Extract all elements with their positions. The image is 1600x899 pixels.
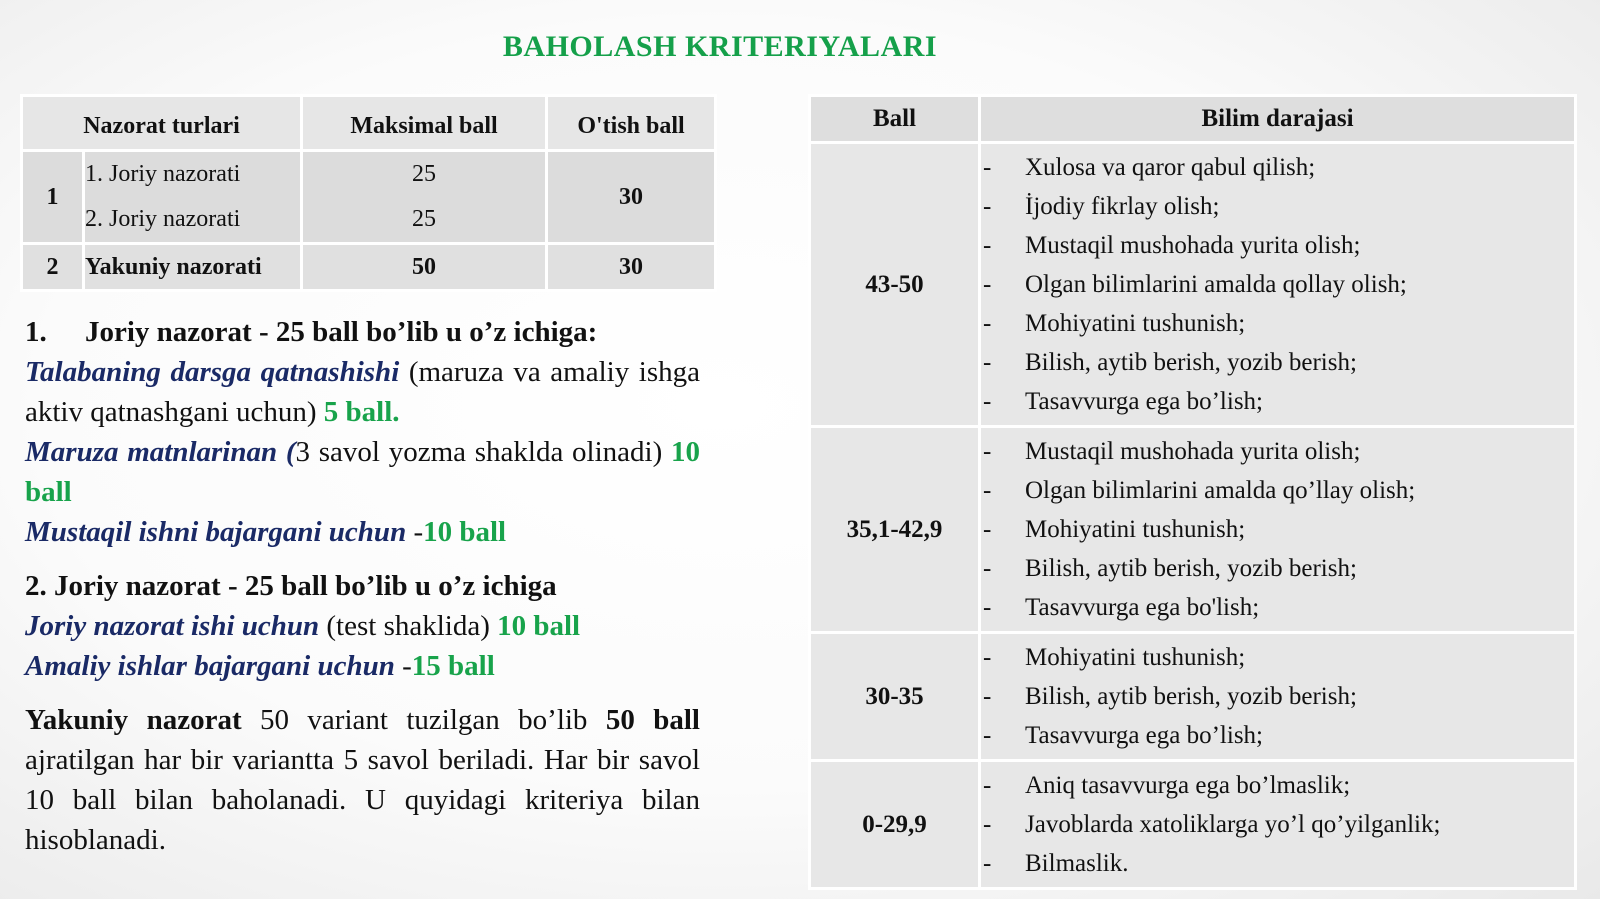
list-item [981, 766, 1574, 805]
ball-range: 35,1-42,9 [810, 427, 980, 633]
criteria-description [25, 312, 700, 860]
criteria-text: Mustaqil mushohada yurita olish; [1025, 232, 1361, 259]
header-ball: Ball [810, 96, 980, 143]
list-item [981, 265, 1574, 304]
list-item [981, 471, 1574, 510]
list-item [981, 343, 1574, 382]
criteria-text: Aniq tasavvurga ega bo’lmaslik; [1025, 772, 1351, 799]
criteria-text: İjodiy fikrlay olish; [1025, 193, 1220, 220]
ball-range: 0-29,9 [810, 761, 980, 889]
pass-ball-value: 30 [547, 151, 716, 244]
dash-bullet: - [983, 594, 992, 621]
criteria-list [981, 428, 1574, 631]
dash-bullet: - [983, 388, 992, 415]
dash-bullet: - [983, 477, 992, 504]
header-pass-ball: O'tish ball [547, 96, 716, 151]
table-header-row [22, 96, 716, 151]
header-control-types: Nazorat turlari [22, 96, 302, 151]
criteria-text: Olgan bilimlarini amalda qo’llay olish; [1025, 477, 1416, 504]
table-header-row [810, 96, 1576, 143]
dash-bullet: - [983, 193, 992, 220]
header-knowledge-level: Bilim darajasi [980, 96, 1576, 143]
list-item [981, 382, 1574, 421]
criteria-text: Tasavvurga ega bo'lish; [1025, 594, 1260, 621]
criteria-list [981, 762, 1574, 887]
knowledge-criteria [980, 143, 1576, 427]
dash-bullet: - [983, 271, 992, 298]
list-item [981, 638, 1574, 677]
list-item [981, 187, 1574, 226]
knowledge-criteria [980, 427, 1576, 633]
ball-range: 30-35 [810, 633, 980, 761]
paragraph: Talabaning darsga qatnashishi (maruza va amaliy ishga aktiv qatnashgani uchun) 5 ball. [25, 356, 700, 428]
row-number: 1 [22, 151, 84, 244]
paragraph: Maruza matnlarinan (3 savol yozma shaklda olinadi) 10 ball [25, 436, 700, 508]
dash-bullet: - [983, 772, 992, 799]
paragraph: Joriy nazorat ishi uchun (test shaklida) 10 ball [25, 610, 581, 642]
list-item [981, 226, 1574, 265]
max-ball-value: 25 [302, 197, 547, 244]
control-label: 2. Joriy nazorati [84, 197, 302, 244]
list-item [981, 549, 1574, 588]
max-ball-value: 25 [302, 151, 547, 198]
criteria-list [981, 144, 1574, 425]
table-row [810, 143, 1576, 427]
knowledge-criteria [980, 761, 1576, 889]
criteria-text: Mustaqil mushohada yurita olish; [1025, 438, 1361, 465]
header-max-ball: Maksimal ball [302, 96, 547, 151]
ball-range: 43-50 [810, 143, 980, 427]
dash-bullet: - [983, 683, 992, 710]
max-ball-value: 50 [302, 244, 547, 291]
list-item [981, 432, 1574, 471]
dash-bullet: - [983, 232, 992, 259]
criteria-text: Olgan bilimlarini amalda qollay olish; [1025, 271, 1407, 298]
knowledge-level-table [808, 94, 1577, 890]
dash-bullet: - [983, 850, 992, 877]
criteria-text: Mohiyatini tushunish; [1025, 516, 1246, 543]
dash-bullet: - [983, 722, 992, 749]
dash-bullet: - [983, 310, 992, 337]
pass-ball-value: 30 [547, 244, 716, 291]
dash-bullet: - [983, 644, 992, 671]
criteria-text: Mohiyatini tushunish; [1025, 310, 1246, 337]
table-row [810, 427, 1576, 633]
control-label: 1. Joriy nazorati [84, 151, 302, 198]
control-label: Yakuniy nazorati [84, 244, 302, 291]
control-types-table [20, 94, 717, 292]
dash-bullet: - [983, 811, 992, 838]
table-row [22, 244, 716, 291]
dash-bullet: - [983, 349, 992, 376]
criteria-text: Xulosa va qaror qabul qilish; [1025, 154, 1316, 181]
dash-bullet: - [983, 555, 992, 582]
page-title: BAHOLASH KRITERIYALARI [502, 30, 938, 63]
criteria-text: Bilish, aytib berish, yozib berish; [1025, 349, 1357, 376]
criteria-text: Tasavvurga ega bo’lish; [1025, 388, 1264, 415]
table-row [810, 633, 1576, 761]
section-2-heading: 2. Joriy nazorat - 25 ball bo’lib u o’z ichiga [25, 570, 557, 602]
section-1-heading: 1. Joriy nazorat - 25 ball bo’lib u o’z ichiga: [25, 316, 598, 348]
criteria-text: Javoblarda xatoliklarga yo’l qo’yilganlik; [1025, 811, 1441, 838]
dash-bullet: - [983, 154, 992, 181]
criteria-text: Bilish, aytib berish, yozib berish; [1025, 683, 1357, 710]
paragraph: Amaliy ishlar bajargani uchun -15 ball [25, 650, 495, 682]
list-item [981, 716, 1574, 755]
table-row [22, 151, 716, 198]
criteria-text: Bilish, aytib berish, yozib berish; [1025, 555, 1357, 582]
list-item [981, 148, 1574, 187]
dash-bullet: - [983, 516, 992, 543]
dash-bullet: - [983, 438, 992, 465]
knowledge-criteria [980, 633, 1576, 761]
list-item [981, 588, 1574, 627]
list-item [981, 677, 1574, 716]
paragraph: Mustaqil ishni bajargani uchun -10 ball [25, 516, 507, 548]
criteria-list [981, 634, 1574, 759]
criteria-text: Tasavvurga ega bo’lish; [1025, 722, 1264, 749]
final-control-paragraph: Yakuniy nazorat 50 variant tuzilgan bo’lib 50 ball ajratilgan har bir variantta 5 savol beriladi. Har bir savol 10 ball bilan baholanadi. U quyidagi kriteriya bilan hisoblanadi. [25, 704, 700, 856]
list-item [981, 304, 1574, 343]
list-item [981, 805, 1574, 844]
list-item [981, 510, 1574, 549]
criteria-text: Mohiyatini tushunish; [1025, 644, 1246, 671]
list-item [981, 844, 1574, 883]
row-number: 2 [22, 244, 84, 291]
criteria-text: Bilmaslik. [1025, 850, 1129, 877]
table-row [810, 761, 1576, 889]
